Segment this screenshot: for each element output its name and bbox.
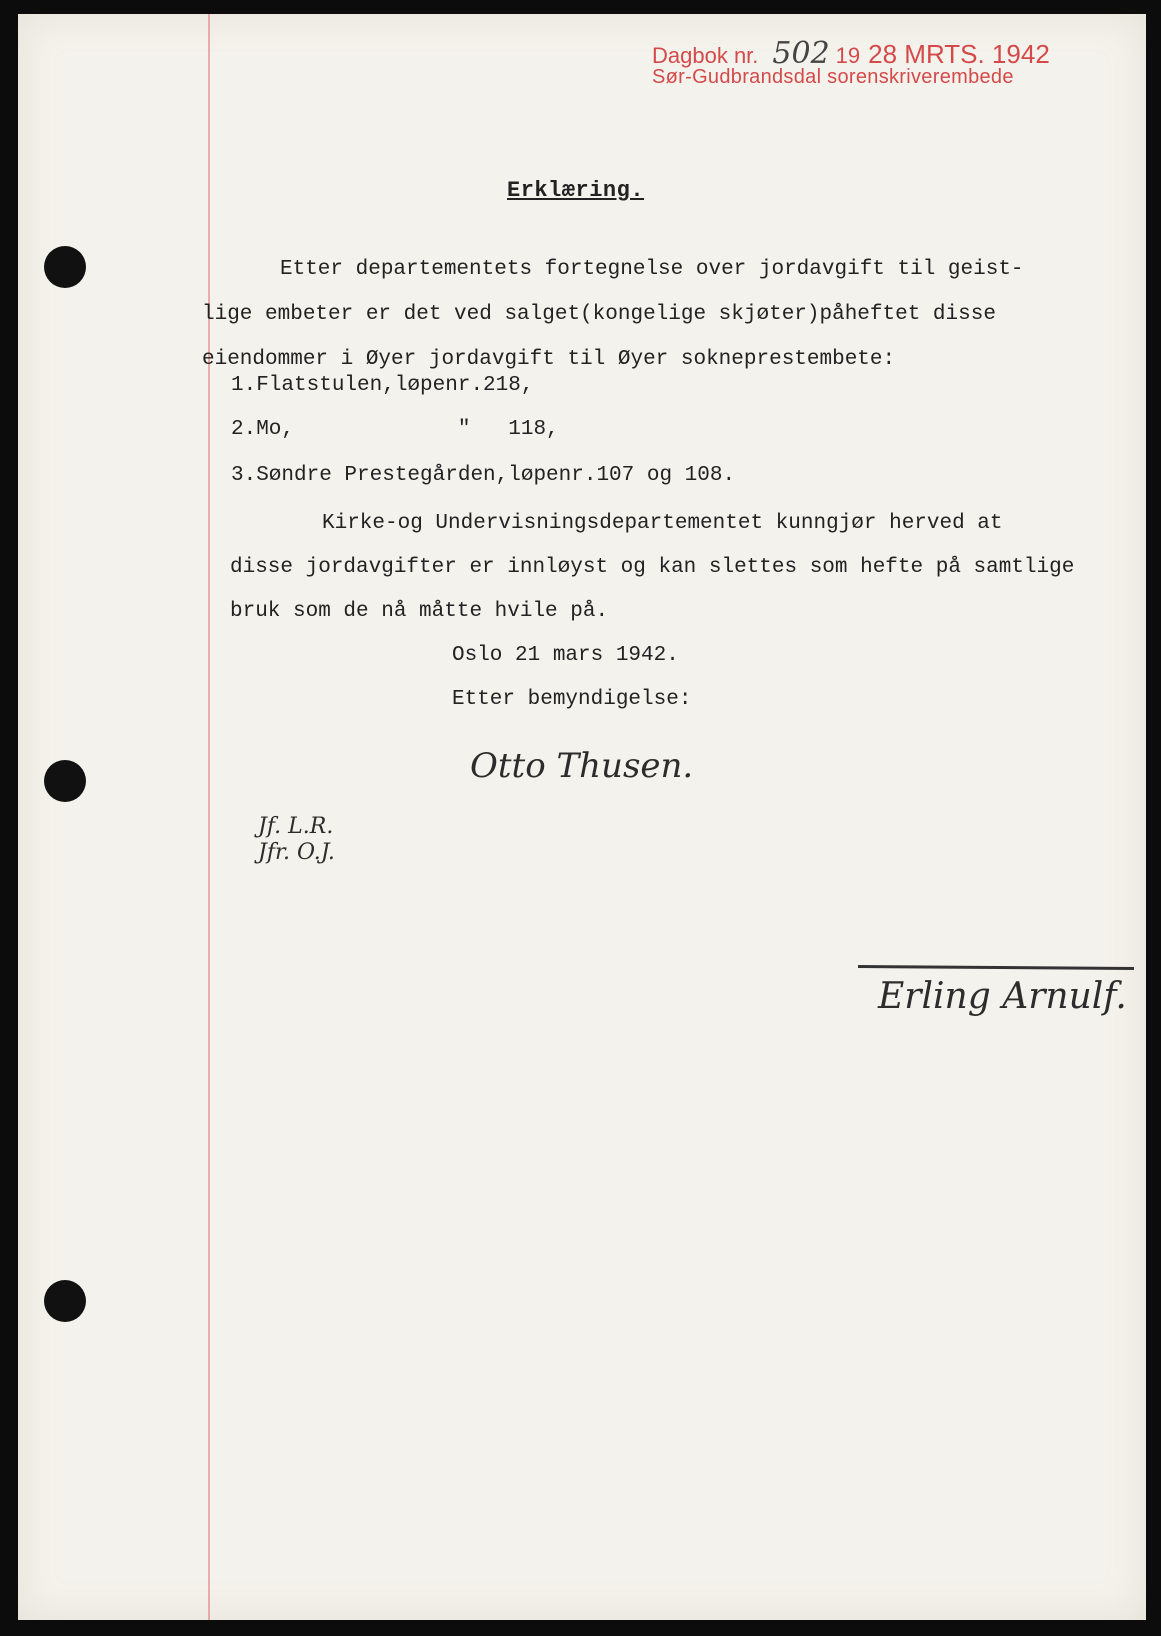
signature-thusen: Otto Thusen. bbox=[470, 746, 694, 786]
stamp-date: 28 MRTS. 1942 bbox=[868, 39, 1050, 69]
initials bbox=[258, 814, 335, 866]
punch-hole-top bbox=[44, 246, 86, 288]
initials-line: Jfr. O.J. bbox=[258, 840, 335, 865]
signature-arnulf: Erling Arnulf. bbox=[878, 976, 1127, 1017]
document-title: Erklæring. bbox=[507, 178, 645, 203]
initials-line: Jf. L.R. bbox=[258, 814, 334, 839]
margin-line bbox=[208, 14, 210, 1620]
paragraph-line: Kirke-og Undervisningsdepartementet kunngjør herved at bbox=[322, 512, 1003, 535]
paragraph-line: eiendommer i Øyer jordavgift til Øyer sokneprestembete: bbox=[202, 348, 896, 371]
paragraph-line: lige embeter er det ved salget(kongelige skjøter)påheftet disse bbox=[202, 303, 996, 326]
punch-hole-bottom bbox=[44, 1280, 86, 1322]
paragraph-line: bruk som de nå måtte hvile på. bbox=[230, 600, 609, 623]
list-item: 1.Flatstulen,løpenr.218, bbox=[231, 374, 534, 397]
dagbok-number: 502 bbox=[772, 36, 830, 71]
list-item: 3.Søndre Prestegården,løpenr.107 og 108. bbox=[231, 464, 736, 487]
paragraph-line: Etter departementets fortegnelse over jordavgift til geist- bbox=[280, 258, 1024, 281]
list-item: 2.Mo, " 118, bbox=[231, 418, 559, 441]
authority-line: Etter bemyndigelse: bbox=[452, 688, 692, 711]
registration-stamp-office: Sør-Gudbrandsdal sorenskriverembede bbox=[652, 66, 1014, 88]
paragraph-line: disse jordavgifter er innløyst og kan slettes som hefte på samtlige bbox=[230, 556, 1075, 579]
dagbok-label: Dagbok nr. bbox=[652, 43, 759, 68]
document-page bbox=[18, 14, 1146, 1620]
punch-hole-middle bbox=[44, 760, 86, 802]
signature-rule bbox=[858, 965, 1134, 970]
year-prefix: 19 bbox=[835, 43, 861, 68]
place-date: Oslo 21 mars 1942. bbox=[452, 644, 679, 667]
